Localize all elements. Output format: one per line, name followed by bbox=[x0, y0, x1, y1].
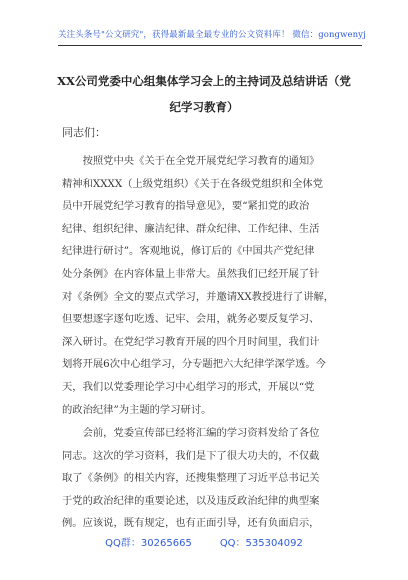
header-divider bbox=[58, 45, 362, 46]
title-line-1: XX公司党委中心组集体学习会上的主持词及总结讲话（党 bbox=[57, 74, 351, 88]
paragraph-line: 纪律进行研讨”。客观地说，修订后的《中国共产党纪律 bbox=[62, 245, 315, 258]
paragraph-line: 员中开展党纪学习教育的指导意见》，要“紧扣党的政治 bbox=[62, 200, 310, 213]
paragraph-line: 会前，党委宣传部已经将汇编的学习资料发给了各位 bbox=[62, 427, 320, 439]
paragraph-2 bbox=[62, 422, 362, 535]
paragraph-line: 划将开展6次中心组学习，分专题把六大纪律学深学透。今 bbox=[62, 358, 326, 371]
paragraph-line: 的政治纪律”为主题的学习研讨。 bbox=[62, 403, 212, 416]
header-banner: 关注头条号"公文研究"，获得最新最全最专业的公文资料库！ 微信：gongwenyj bbox=[58, 30, 366, 40]
footer-contact bbox=[0, 534, 408, 549]
paragraph-line: 但要想逐字逐句吃透、记牢、会用，就务必要反复学习、 bbox=[62, 313, 320, 326]
footer-qq: QQ：535304092 bbox=[219, 538, 303, 549]
document-title bbox=[54, 68, 354, 120]
paragraph-line: 精神和XXXX（上级党组织）《关于在各级党组织和全体党 bbox=[62, 177, 323, 190]
paragraph-line: 按照党中央《关于在全党开展党纪学习教育的通知》 bbox=[62, 155, 320, 167]
paragraph-line: 例。应该说，既有规定，也有正面引导，还有负面启示， bbox=[62, 517, 320, 530]
footer-qq-group: QQ群：30265665 bbox=[105, 538, 192, 549]
paragraph-line: 同志。这次的学习资料，我们是下了很大功夫的，不仅截 bbox=[62, 449, 320, 462]
paragraph-line: 纪律、组织纪律、廉洁纪律、群众纪律、工作纪律、生活 bbox=[62, 222, 320, 235]
paragraph-1 bbox=[62, 150, 362, 421]
title-line-2: 纪学习教育） bbox=[169, 100, 239, 114]
paragraph-line: 深入研讨。在党纪学习教育开展的四个月时间里，我们计 bbox=[62, 335, 320, 348]
salutation: 同志们： bbox=[62, 126, 106, 139]
paragraph-line: 处分条例》在内容体量上非常大。虽然我们已经开展了针 bbox=[62, 267, 320, 280]
paragraph-line: 于党的政治纪律的重要论述，以及违反政治纪律的典型案 bbox=[62, 494, 320, 507]
paragraph-line: 取了《条例》的相关内容，还搜集整理了习近平总书记关 bbox=[62, 472, 320, 485]
paragraph-line: 天，我们以党委理论学习中心组学习的形式，开展以“党 bbox=[62, 380, 315, 393]
paragraph-line: 对《条例》全文的要点式学习，并邀请XX教授进行了讲解， bbox=[62, 290, 335, 303]
